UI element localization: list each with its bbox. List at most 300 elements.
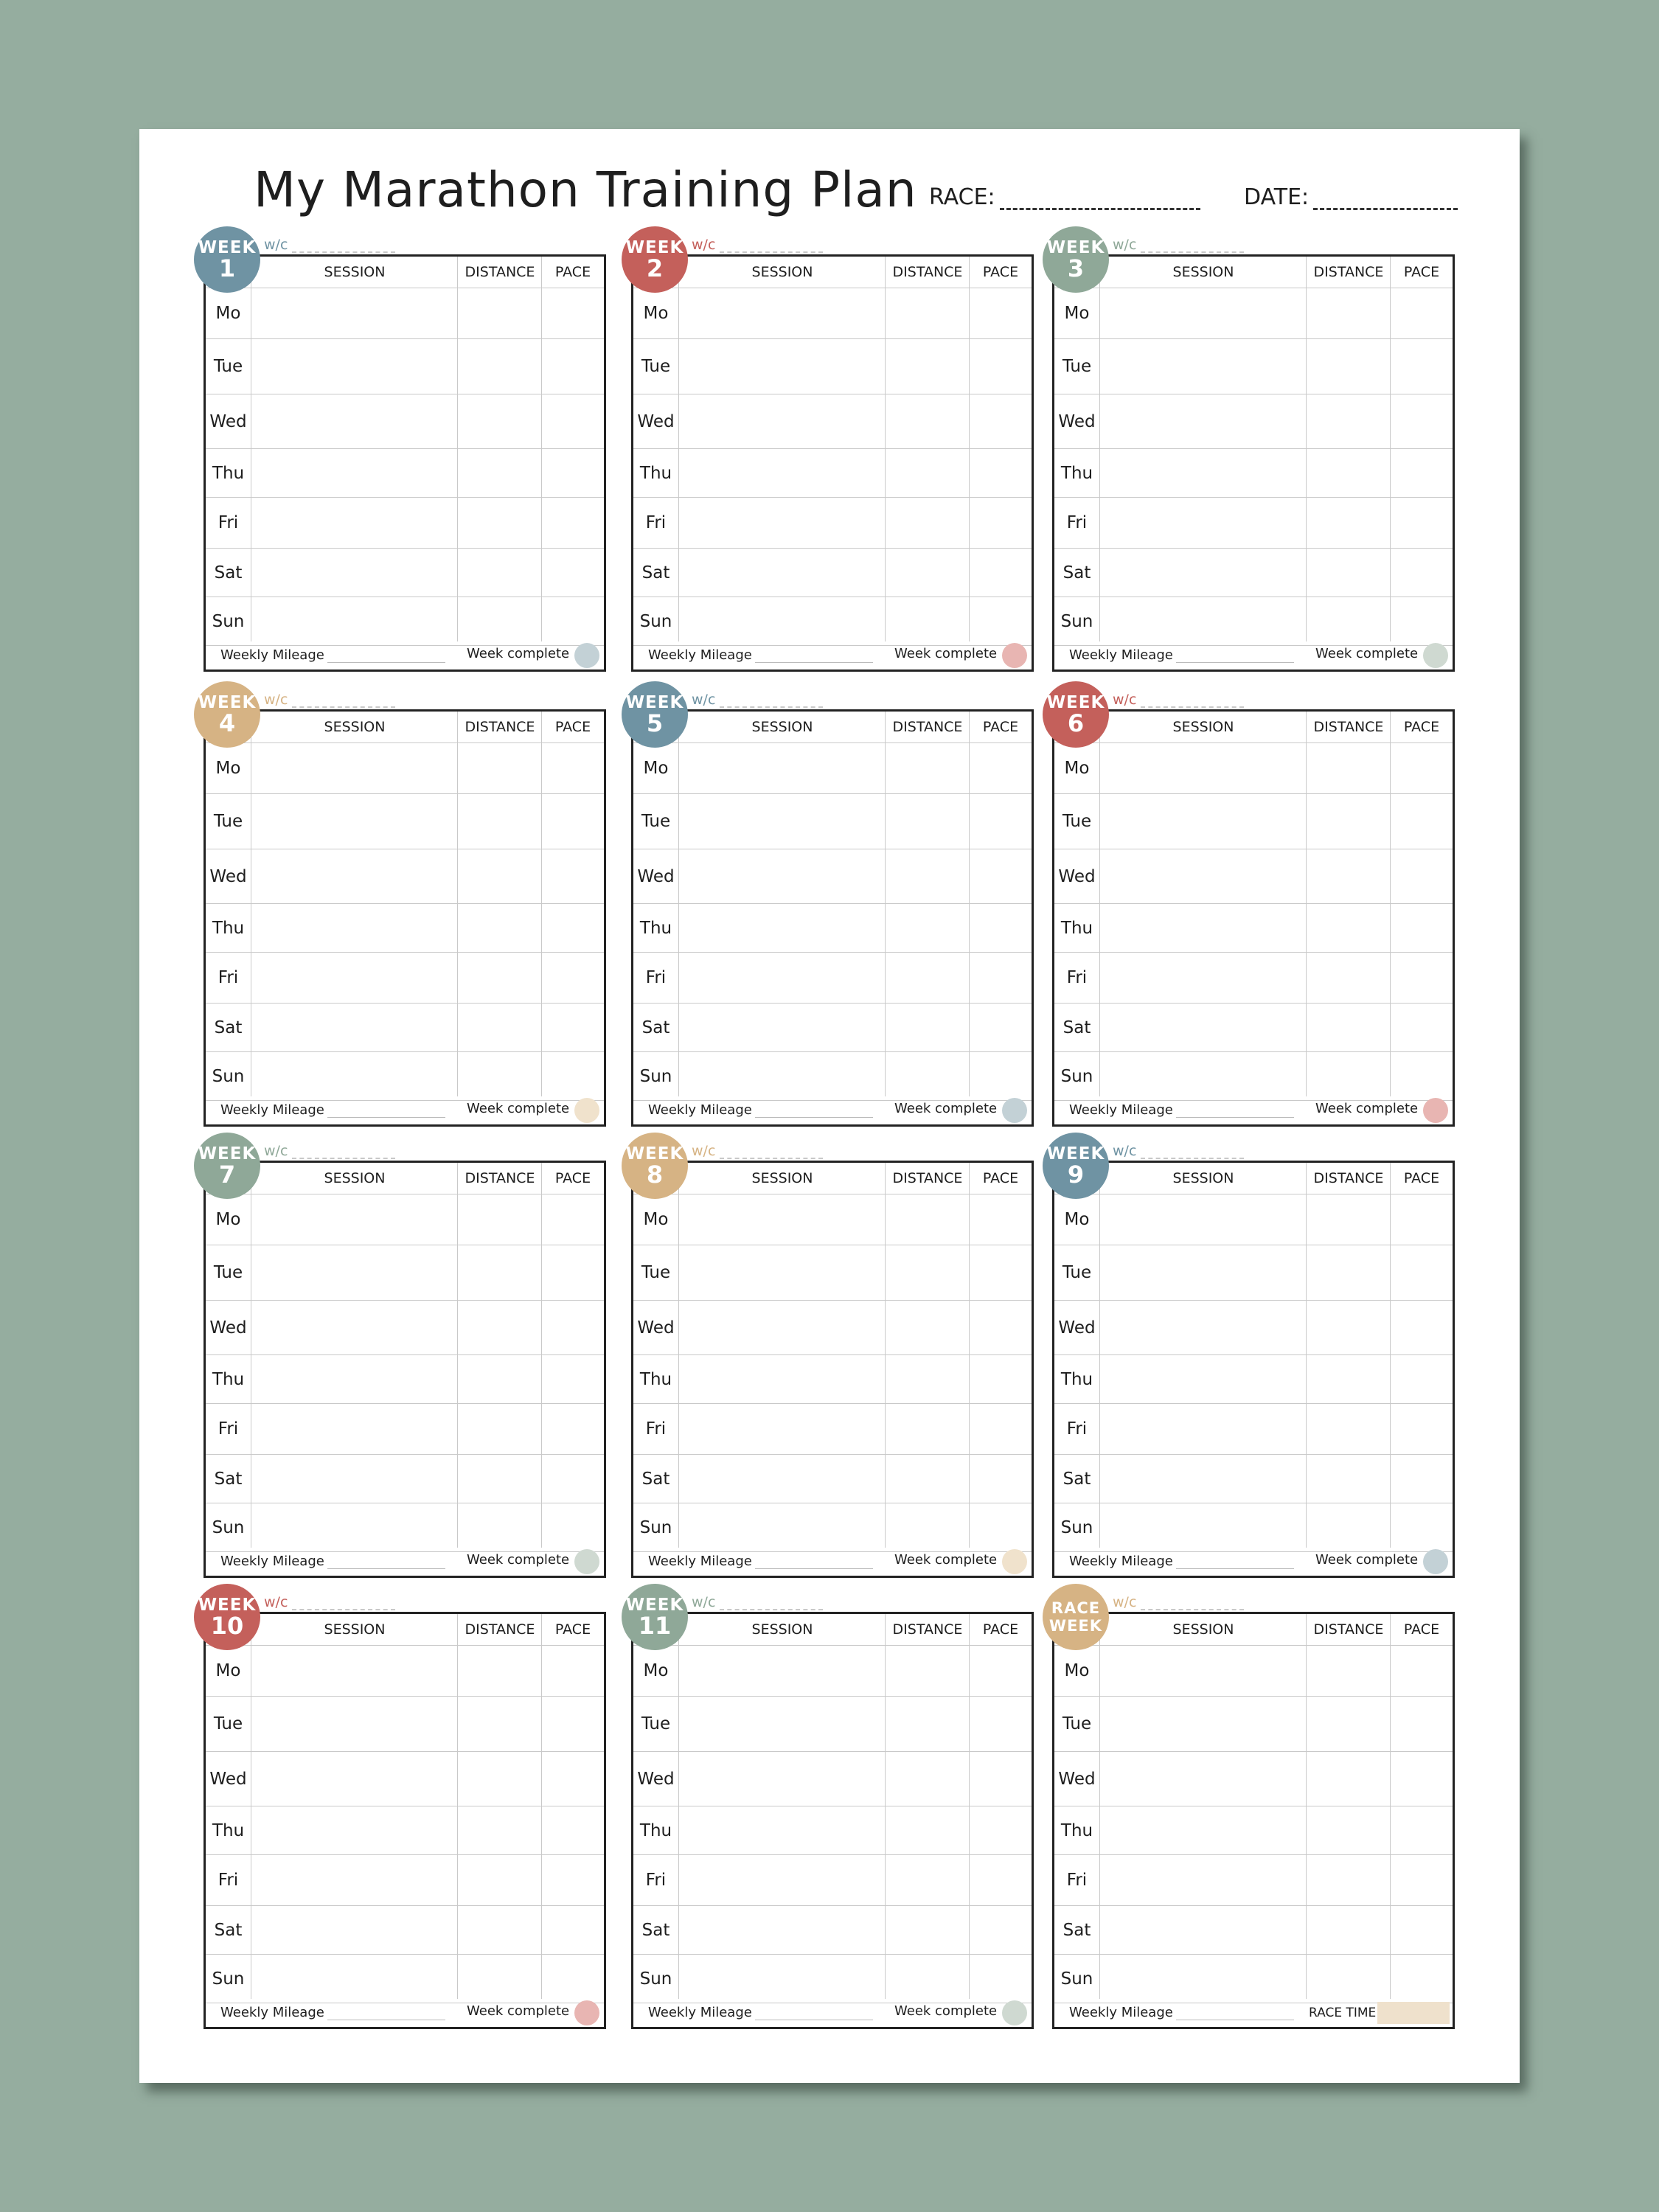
pace-cell[interactable] [542, 1052, 604, 1100]
weekly-mileage[interactable] [648, 647, 873, 663]
pace-cell[interactable] [970, 1697, 1032, 1751]
session-cell[interactable] [1100, 1697, 1306, 1751]
session-cell[interactable] [679, 1404, 885, 1454]
distance-cell[interactable] [1307, 1301, 1390, 1354]
distance-cell[interactable] [886, 597, 969, 645]
pace-cell[interactable] [970, 794, 1032, 849]
week-complete-checkbox[interactable] [574, 643, 599, 668]
week-complete-checkbox[interactable] [1002, 643, 1027, 668]
session-cell[interactable] [1100, 742, 1306, 793]
pace-cell[interactable] [970, 1752, 1032, 1806]
distance-cell[interactable] [458, 394, 541, 448]
session-cell[interactable] [679, 1955, 885, 2003]
session-cell[interactable] [679, 1455, 885, 1503]
weekly-mileage[interactable] [1069, 647, 1294, 663]
pace-cell[interactable] [1391, 1245, 1453, 1300]
pace-cell[interactable] [542, 288, 604, 338]
distance-cell[interactable] [458, 1955, 541, 2003]
session-cell[interactable] [679, 288, 885, 338]
pace-cell[interactable] [1391, 449, 1453, 497]
distance-cell[interactable] [886, 904, 969, 952]
session-cell[interactable] [251, 1855, 457, 1905]
week-commencing[interactable] [1113, 1143, 1244, 1159]
weekly-mileage-blank[interactable] [755, 2009, 873, 2020]
distance-cell[interactable] [1307, 1004, 1390, 1051]
session-cell[interactable] [1100, 1955, 1306, 2003]
distance-cell[interactable] [886, 1806, 969, 1854]
pace-cell[interactable] [1391, 904, 1453, 952]
distance-cell[interactable] [458, 1052, 541, 1100]
pace-cell[interactable] [970, 1004, 1032, 1051]
pace-cell[interactable] [1391, 1645, 1453, 1696]
pace-cell[interactable] [542, 904, 604, 952]
pace-cell[interactable] [542, 1806, 604, 1854]
pace-cell[interactable] [1391, 339, 1453, 394]
wc-blank[interactable] [720, 696, 823, 708]
distance-cell[interactable] [1307, 1052, 1390, 1100]
session-cell[interactable] [251, 1752, 457, 1806]
distance-cell[interactable] [1307, 904, 1390, 952]
distance-cell[interactable] [886, 1955, 969, 2003]
week-commencing[interactable] [1113, 1594, 1244, 1610]
session-cell[interactable] [679, 1355, 885, 1403]
week-commencing[interactable] [264, 1594, 395, 1610]
distance-cell[interactable] [458, 1645, 541, 1696]
week-commencing[interactable] [264, 692, 395, 708]
distance-cell[interactable] [458, 549, 541, 597]
session-cell[interactable] [1100, 449, 1306, 497]
wc-blank[interactable] [292, 696, 395, 708]
session-cell[interactable] [251, 1503, 457, 1551]
pace-cell[interactable] [542, 394, 604, 448]
distance-cell[interactable] [458, 904, 541, 952]
session-cell[interactable] [251, 849, 457, 903]
wc-blank[interactable] [720, 241, 823, 253]
pace-cell[interactable] [542, 498, 604, 548]
wc-blank[interactable] [720, 1599, 823, 1610]
session-cell[interactable] [679, 1752, 885, 1806]
distance-cell[interactable] [1307, 1955, 1390, 2003]
distance-cell[interactable] [458, 498, 541, 548]
pace-cell[interactable] [1391, 1806, 1453, 1854]
pace-cell[interactable] [1391, 394, 1453, 448]
weekly-mileage-blank[interactable] [327, 1558, 445, 1569]
weekly-mileage[interactable] [220, 1554, 445, 1569]
pace-cell[interactable] [970, 1245, 1032, 1300]
pace-cell[interactable] [970, 449, 1032, 497]
pace-cell[interactable] [1391, 1004, 1453, 1051]
session-cell[interactable] [679, 1052, 885, 1100]
date-blank[interactable] [1313, 189, 1458, 210]
session-cell[interactable] [251, 1052, 457, 1100]
session-cell[interactable] [1100, 849, 1306, 903]
pace-cell[interactable] [970, 1455, 1032, 1503]
session-cell[interactable] [1100, 1855, 1306, 1905]
week-complete-checkbox[interactable] [574, 1098, 599, 1123]
distance-cell[interactable] [886, 1697, 969, 1751]
distance-cell[interactable] [1307, 1245, 1390, 1300]
weekly-mileage[interactable] [648, 1102, 873, 1118]
pace-cell[interactable] [1391, 1503, 1453, 1551]
weekly-mileage-blank[interactable] [755, 1558, 873, 1569]
week-complete-checkbox[interactable] [1423, 1098, 1448, 1123]
session-cell[interactable] [1100, 1645, 1306, 1696]
pace-cell[interactable] [542, 1404, 604, 1454]
distance-cell[interactable] [886, 1194, 969, 1245]
week-complete-checkbox[interactable] [1002, 1098, 1027, 1123]
session-cell[interactable] [679, 1194, 885, 1245]
distance-cell[interactable] [886, 794, 969, 849]
pace-cell[interactable] [542, 849, 604, 903]
week-commencing[interactable] [264, 1143, 395, 1159]
distance-cell[interactable] [1307, 498, 1390, 548]
pace-cell[interactable] [542, 597, 604, 645]
distance-cell[interactable] [1307, 597, 1390, 645]
weekly-mileage[interactable] [648, 1554, 873, 1569]
week-complete-checkbox[interactable] [1423, 1549, 1448, 1574]
pace-cell[interactable] [1391, 849, 1453, 903]
distance-cell[interactable] [458, 849, 541, 903]
distance-cell[interactable] [1307, 449, 1390, 497]
week-commencing[interactable] [692, 692, 823, 708]
session-cell[interactable] [251, 904, 457, 952]
pace-cell[interactable] [970, 549, 1032, 597]
session-cell[interactable] [1100, 1194, 1306, 1245]
session-cell[interactable] [1100, 1906, 1306, 1954]
session-cell[interactable] [679, 953, 885, 1003]
distance-cell[interactable] [1307, 1855, 1390, 1905]
race-blank[interactable] [1000, 189, 1200, 210]
pace-cell[interactable] [970, 339, 1032, 394]
pace-cell[interactable] [970, 953, 1032, 1003]
weekly-mileage-blank[interactable] [1176, 1107, 1294, 1118]
distance-cell[interactable] [458, 1455, 541, 1503]
weekly-mileage-blank[interactable] [1176, 2009, 1294, 2020]
distance-cell[interactable] [1307, 1355, 1390, 1403]
session-cell[interactable] [251, 794, 457, 849]
session-cell[interactable] [251, 1697, 457, 1751]
session-cell[interactable] [251, 597, 457, 645]
pace-cell[interactable] [970, 1955, 1032, 2003]
distance-cell[interactable] [458, 339, 541, 394]
pace-cell[interactable] [970, 1301, 1032, 1354]
session-cell[interactable] [251, 1245, 457, 1300]
session-cell[interactable] [251, 339, 457, 394]
weekly-mileage-blank[interactable] [1176, 1558, 1294, 1569]
distance-cell[interactable] [458, 1697, 541, 1751]
distance-cell[interactable] [886, 449, 969, 497]
pace-cell[interactable] [542, 1503, 604, 1551]
week-commencing[interactable] [1113, 237, 1244, 253]
session-cell[interactable] [1100, 339, 1306, 394]
pace-cell[interactable] [1391, 794, 1453, 849]
weekly-mileage-blank[interactable] [327, 652, 445, 663]
distance-cell[interactable] [886, 1404, 969, 1454]
wc-blank[interactable] [1141, 1147, 1244, 1159]
weekly-mileage[interactable] [220, 1102, 445, 1118]
weekly-mileage-blank[interactable] [1176, 652, 1294, 663]
distance-cell[interactable] [886, 953, 969, 1003]
week-commencing[interactable] [264, 237, 395, 253]
distance-cell[interactable] [1307, 1404, 1390, 1454]
pace-cell[interactable] [970, 597, 1032, 645]
pace-cell[interactable] [1391, 1855, 1453, 1905]
pace-cell[interactable] [1391, 1194, 1453, 1245]
distance-cell[interactable] [886, 1301, 969, 1354]
pace-cell[interactable] [1391, 1404, 1453, 1454]
distance-cell[interactable] [458, 1806, 541, 1854]
date-field[interactable] [1244, 184, 1458, 210]
distance-cell[interactable] [1307, 1697, 1390, 1751]
pace-cell[interactable] [542, 1004, 604, 1051]
week-commencing[interactable] [692, 1594, 823, 1610]
pace-cell[interactable] [1391, 1752, 1453, 1806]
distance-cell[interactable] [458, 1355, 541, 1403]
session-cell[interactable] [1100, 1404, 1306, 1454]
weekly-mileage-blank[interactable] [755, 1107, 873, 1118]
weekly-mileage[interactable] [1069, 1554, 1294, 1569]
distance-cell[interactable] [1307, 953, 1390, 1003]
pace-cell[interactable] [1391, 1955, 1453, 2003]
session-cell[interactable] [251, 394, 457, 448]
weekly-mileage[interactable] [1069, 2005, 1294, 2020]
pace-cell[interactable] [1391, 498, 1453, 548]
session-cell[interactable] [251, 1906, 457, 1954]
pace-cell[interactable] [1391, 288, 1453, 338]
distance-cell[interactable] [886, 1855, 969, 1905]
distance-cell[interactable] [1307, 394, 1390, 448]
distance-cell[interactable] [458, 1004, 541, 1051]
session-cell[interactable] [679, 849, 885, 903]
session-cell[interactable] [251, 549, 457, 597]
session-cell[interactable] [251, 1806, 457, 1854]
pace-cell[interactable] [970, 1052, 1032, 1100]
distance-cell[interactable] [458, 1906, 541, 1954]
pace-cell[interactable] [970, 1194, 1032, 1245]
pace-cell[interactable] [970, 904, 1032, 952]
pace-cell[interactable] [542, 953, 604, 1003]
session-cell[interactable] [679, 1245, 885, 1300]
wc-blank[interactable] [1141, 1599, 1244, 1610]
pace-cell[interactable] [1391, 1052, 1453, 1100]
session-cell[interactable] [679, 742, 885, 793]
distance-cell[interactable] [1307, 288, 1390, 338]
session-cell[interactable] [1100, 1806, 1306, 1854]
session-cell[interactable] [679, 904, 885, 952]
pace-cell[interactable] [1391, 549, 1453, 597]
pace-cell[interactable] [970, 1404, 1032, 1454]
week-complete-checkbox[interactable] [574, 2000, 599, 2025]
distance-cell[interactable] [458, 597, 541, 645]
distance-cell[interactable] [458, 742, 541, 793]
distance-cell[interactable] [886, 1004, 969, 1051]
distance-cell[interactable] [1307, 1645, 1390, 1696]
session-cell[interactable] [1100, 597, 1306, 645]
distance-cell[interactable] [886, 1906, 969, 1954]
weekly-mileage-blank[interactable] [327, 1107, 445, 1118]
session-cell[interactable] [251, 742, 457, 793]
distance-cell[interactable] [458, 1194, 541, 1245]
session-cell[interactable] [1100, 904, 1306, 952]
distance-cell[interactable] [886, 394, 969, 448]
session-cell[interactable] [1100, 953, 1306, 1003]
pace-cell[interactable] [1391, 1697, 1453, 1751]
wc-blank[interactable] [1141, 696, 1244, 708]
pace-cell[interactable] [970, 1855, 1032, 1905]
session-cell[interactable] [1100, 1004, 1306, 1051]
weekly-mileage-blank[interactable] [327, 2009, 445, 2020]
weekly-mileage[interactable] [648, 2005, 873, 2020]
week-complete-checkbox[interactable] [1002, 2000, 1027, 2025]
distance-cell[interactable] [1307, 1906, 1390, 1954]
session-cell[interactable] [251, 1645, 457, 1696]
session-cell[interactable] [251, 1004, 457, 1051]
pace-cell[interactable] [970, 498, 1032, 548]
session-cell[interactable] [679, 1301, 885, 1354]
distance-cell[interactable] [1307, 794, 1390, 849]
session-cell[interactable] [251, 1404, 457, 1454]
pace-cell[interactable] [542, 1752, 604, 1806]
session-cell[interactable] [679, 597, 885, 645]
distance-cell[interactable] [1307, 742, 1390, 793]
distance-cell[interactable] [1307, 339, 1390, 394]
pace-cell[interactable] [542, 1955, 604, 2003]
week-commencing[interactable] [692, 1143, 823, 1159]
pace-cell[interactable] [542, 1855, 604, 1905]
distance-cell[interactable] [886, 498, 969, 548]
session-cell[interactable] [1100, 1752, 1306, 1806]
session-cell[interactable] [679, 394, 885, 448]
distance-cell[interactable] [458, 288, 541, 338]
pace-cell[interactable] [970, 1355, 1032, 1403]
pace-cell[interactable] [542, 1245, 604, 1300]
session-cell[interactable] [679, 1697, 885, 1751]
pace-cell[interactable] [1391, 1301, 1453, 1354]
session-cell[interactable] [679, 1645, 885, 1696]
distance-cell[interactable] [886, 1455, 969, 1503]
pace-cell[interactable] [970, 288, 1032, 338]
pace-cell[interactable] [542, 1194, 604, 1245]
session-cell[interactable] [1100, 1355, 1306, 1403]
session-cell[interactable] [679, 1906, 885, 1954]
session-cell[interactable] [1100, 394, 1306, 448]
week-commencing[interactable] [1113, 692, 1244, 708]
pace-cell[interactable] [542, 339, 604, 394]
week-complete-checkbox[interactable] [1423, 643, 1448, 668]
pace-cell[interactable] [1391, 1455, 1453, 1503]
session-cell[interactable] [1100, 1503, 1306, 1551]
distance-cell[interactable] [886, 1645, 969, 1696]
pace-cell[interactable] [970, 1645, 1032, 1696]
wc-blank[interactable] [1141, 241, 1244, 253]
weekly-mileage[interactable] [220, 647, 445, 663]
session-cell[interactable] [1100, 498, 1306, 548]
distance-cell[interactable] [886, 1355, 969, 1403]
session-cell[interactable] [679, 1503, 885, 1551]
session-cell[interactable] [1100, 1455, 1306, 1503]
distance-cell[interactable] [886, 549, 969, 597]
pace-cell[interactable] [542, 794, 604, 849]
pace-cell[interactable] [542, 1455, 604, 1503]
session-cell[interactable] [251, 1955, 457, 2003]
distance-cell[interactable] [458, 1503, 541, 1551]
distance-cell[interactable] [1307, 549, 1390, 597]
distance-cell[interactable] [1307, 1194, 1390, 1245]
session-cell[interactable] [679, 794, 885, 849]
session-cell[interactable] [251, 1355, 457, 1403]
distance-cell[interactable] [458, 1245, 541, 1300]
session-cell[interactable] [679, 498, 885, 548]
pace-cell[interactable] [970, 1906, 1032, 1954]
distance-cell[interactable] [458, 449, 541, 497]
pace-cell[interactable] [1391, 953, 1453, 1003]
pace-cell[interactable] [970, 394, 1032, 448]
wc-blank[interactable] [292, 1147, 395, 1159]
distance-cell[interactable] [886, 849, 969, 903]
session-cell[interactable] [251, 288, 457, 338]
pace-cell[interactable] [542, 1301, 604, 1354]
pace-cell[interactable] [542, 1355, 604, 1403]
session-cell[interactable] [679, 1806, 885, 1854]
session-cell[interactable] [679, 549, 885, 597]
session-cell[interactable] [251, 1301, 457, 1354]
pace-cell[interactable] [970, 1806, 1032, 1854]
distance-cell[interactable] [1307, 1455, 1390, 1503]
wc-blank[interactable] [292, 241, 395, 253]
session-cell[interactable] [679, 449, 885, 497]
race-time-box[interactable] [1377, 2002, 1450, 2024]
distance-cell[interactable] [886, 288, 969, 338]
week-commencing[interactable] [692, 237, 823, 253]
pace-cell[interactable] [542, 1645, 604, 1696]
session-cell[interactable] [251, 1194, 457, 1245]
session-cell[interactable] [1100, 1245, 1306, 1300]
distance-cell[interactable] [458, 1404, 541, 1454]
pace-cell[interactable] [542, 1906, 604, 1954]
session-cell[interactable] [251, 1455, 457, 1503]
distance-cell[interactable] [886, 742, 969, 793]
distance-cell[interactable] [886, 1052, 969, 1100]
pace-cell[interactable] [542, 549, 604, 597]
distance-cell[interactable] [458, 953, 541, 1003]
wc-blank[interactable] [720, 1147, 823, 1159]
pace-cell[interactable] [1391, 1355, 1453, 1403]
session-cell[interactable] [1100, 794, 1306, 849]
pace-cell[interactable] [970, 742, 1032, 793]
session-cell[interactable] [1100, 1301, 1306, 1354]
session-cell[interactable] [679, 1855, 885, 1905]
distance-cell[interactable] [886, 1245, 969, 1300]
distance-cell[interactable] [886, 1503, 969, 1551]
pace-cell[interactable] [542, 1697, 604, 1751]
session-cell[interactable] [1100, 288, 1306, 338]
pace-cell[interactable] [542, 449, 604, 497]
session-cell[interactable] [1100, 549, 1306, 597]
pace-cell[interactable] [1391, 597, 1453, 645]
session-cell[interactable] [251, 953, 457, 1003]
weekly-mileage[interactable] [1069, 1102, 1294, 1118]
distance-cell[interactable] [458, 1301, 541, 1354]
distance-cell[interactable] [1307, 1806, 1390, 1854]
weekly-mileage-blank[interactable] [755, 652, 873, 663]
week-complete-checkbox[interactable] [1002, 1549, 1027, 1574]
weekly-mileage[interactable] [220, 2005, 445, 2020]
pace-cell[interactable] [1391, 1906, 1453, 1954]
race-field[interactable] [929, 184, 1200, 210]
session-cell[interactable] [679, 1004, 885, 1051]
distance-cell[interactable] [886, 339, 969, 394]
session-cell[interactable] [679, 339, 885, 394]
